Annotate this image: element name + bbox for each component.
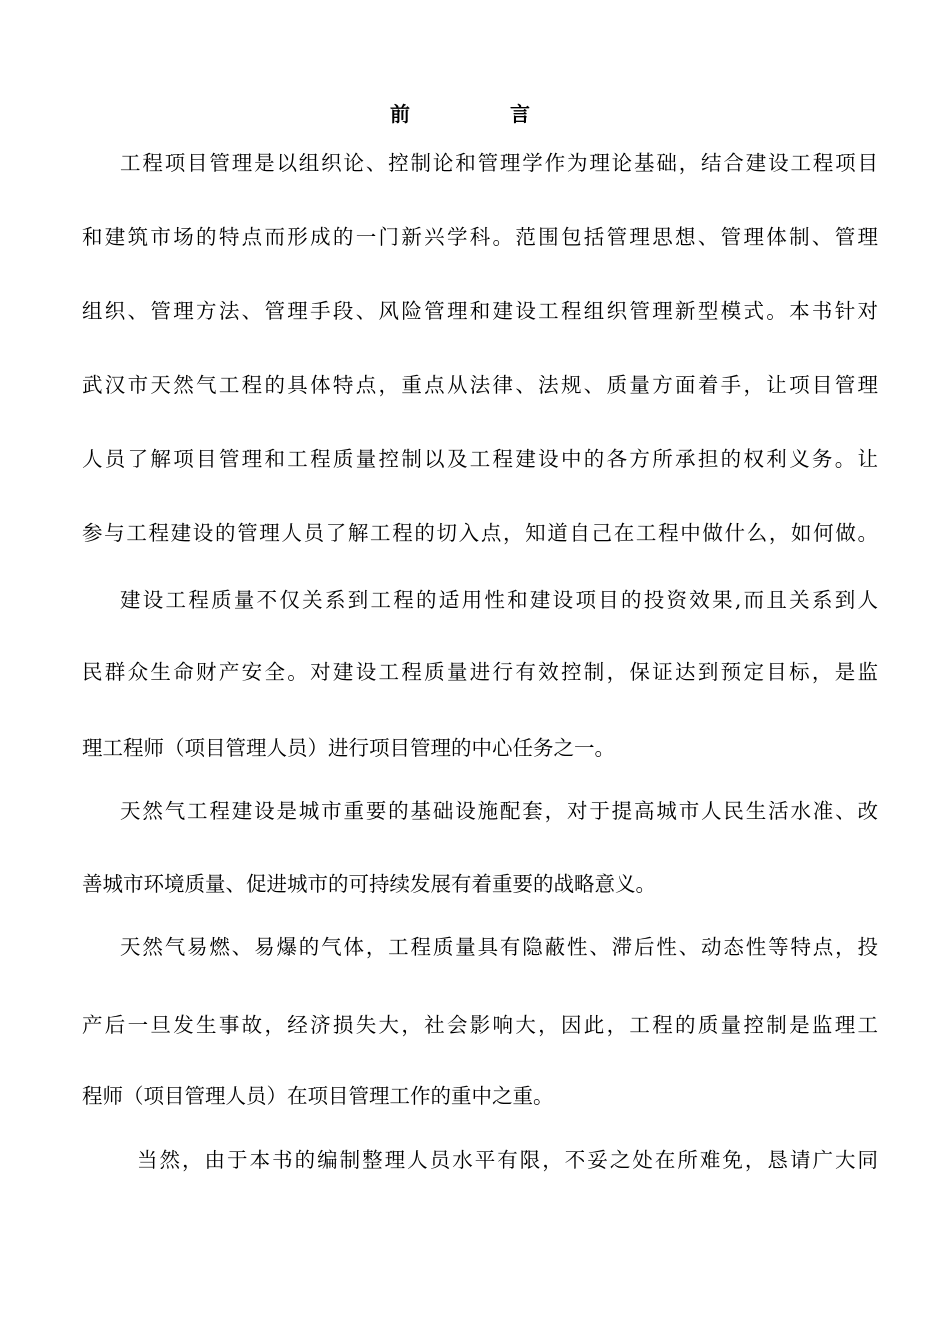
paragraph-line: 组织、管理方法、管理手段、风险管理和建设工程组织管理新型模式。本书针对 bbox=[82, 299, 878, 323]
paragraph-line: 天然气易燃、易爆的气体，工程质量具有隐蔽性、滞后性、动态性等特点，投 bbox=[120, 935, 878, 959]
paragraph-line: 善城市环境质量、促进城市的可持续发展有着重要的战略意义。 bbox=[82, 872, 656, 896]
paragraph-line: 参与工程建设的管理人员了解工程的切入点，知道自己在工程中做什么，如何做。 bbox=[82, 521, 878, 545]
page-title: 前 言 bbox=[390, 102, 570, 126]
paragraph-line: 工程项目管理是以组织论、控制论和管理学作为理论基础，结合建设工程项目 bbox=[120, 151, 878, 175]
paragraph-line: 人员了解项目管理和工程质量控制以及工程建设中的各方所承担的权利义务。让 bbox=[82, 447, 878, 471]
paragraph-line: 武汉市天然气工程的具体特点，重点从法律、法规、质量方面着手，让项目管理 bbox=[82, 373, 878, 397]
paragraph-line: 和建筑市场的特点而形成的一门新兴学科。范围包括管理思想、管理体制、管理 bbox=[82, 225, 878, 249]
paragraph-line: 理工程师（项目管理人员）进行项目管理的中心任务之一。 bbox=[82, 736, 615, 760]
paragraph-line: 产后一旦发生事故，经济损失大，社会影响大，因此，工程的质量控制是监理工 bbox=[82, 1013, 878, 1037]
paragraph-line: 民群众生命财产安全。对建设工程质量进行有效控制，保证达到预定目标，是监 bbox=[82, 660, 878, 684]
paragraph-line: 程师（项目管理人员）在项目管理工作的重中之重。 bbox=[82, 1084, 554, 1108]
paragraph-line: 当然，由于本书的编制整理人员水平有限，不妥之处在所难免，恳请广大同 bbox=[137, 1148, 878, 1172]
paragraph-line: 建设工程质量不仅关系到工程的适用性和建设项目的投资效果,而且关系到人 bbox=[120, 588, 878, 612]
paragraph-line: 天然气工程建设是城市重要的基础设施配套，对于提高城市人民生活水准、改 bbox=[120, 799, 878, 823]
